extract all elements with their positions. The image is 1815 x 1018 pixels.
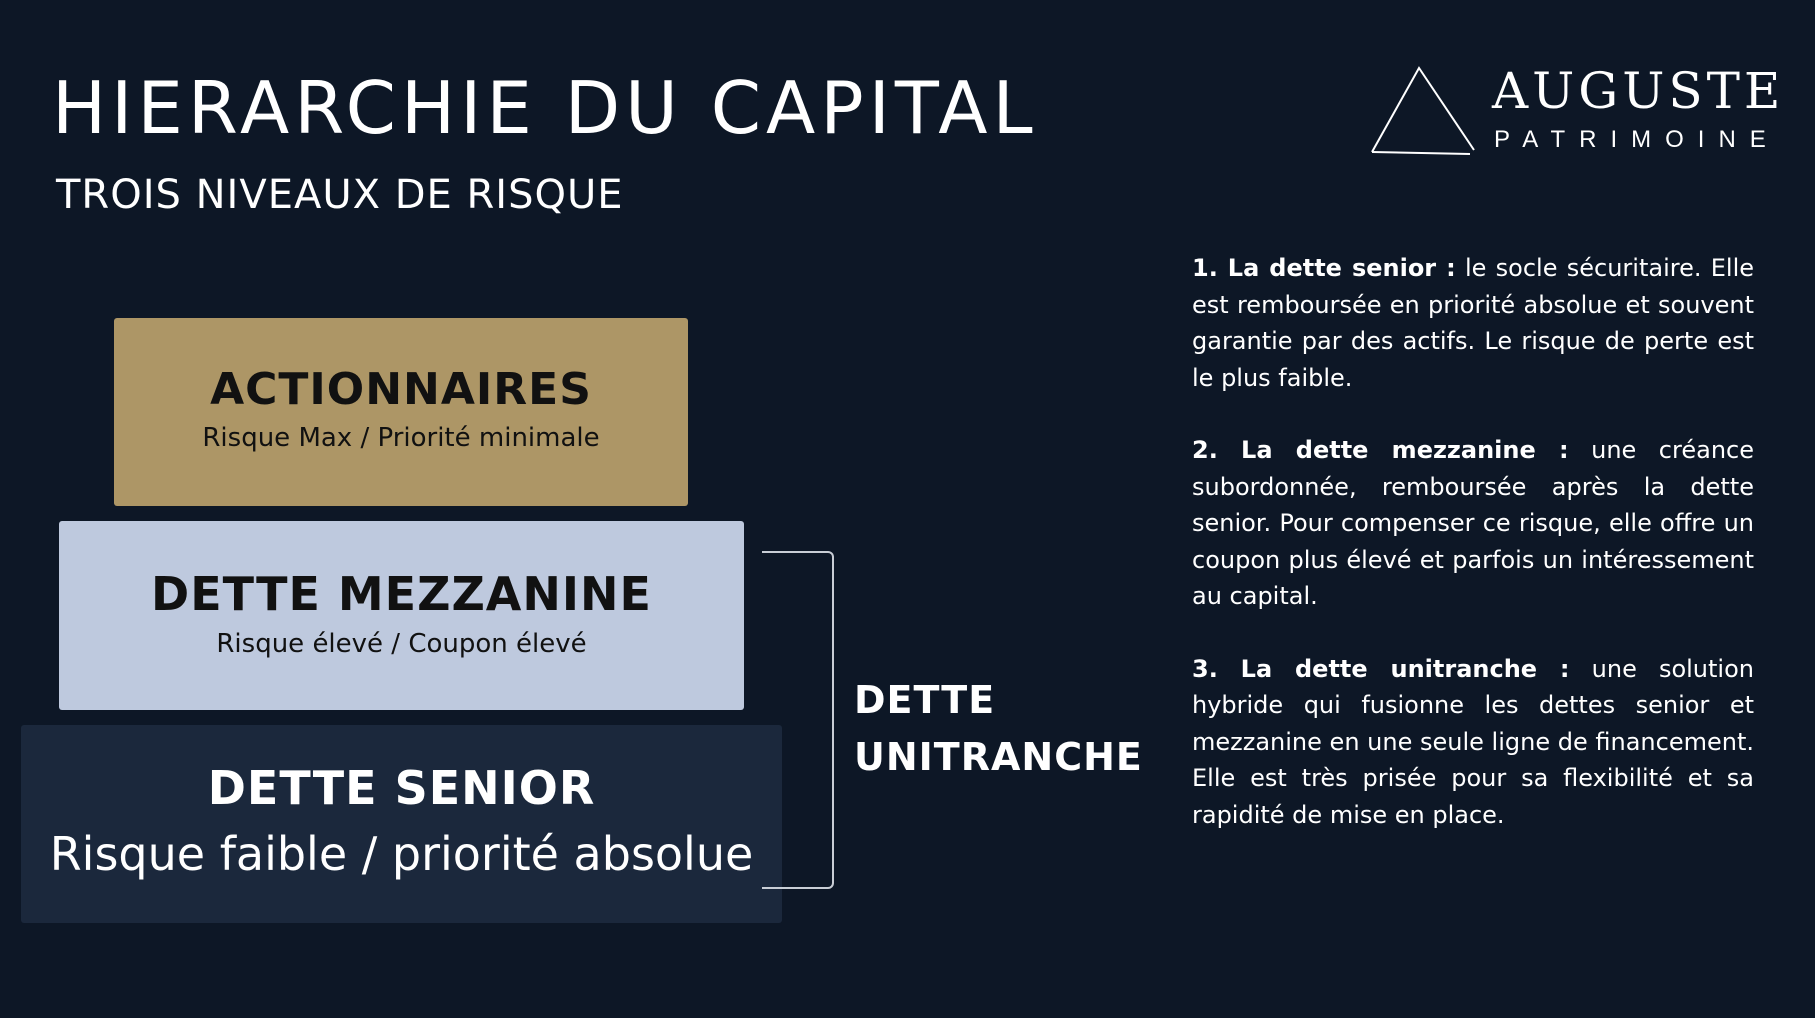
unitranche-bracket: [762, 551, 834, 889]
page-title: HIERARCHIE DU CAPITAL: [52, 66, 1038, 150]
description-label: 1. La dette senior :: [1192, 254, 1456, 282]
tier-title: DETTE MEZZANINE: [151, 567, 652, 621]
description-text: une solution hybride qui fusionne les dettes senior et mezzanine en une seule ligne de financement. Elle est très prisée pour sa flexibilité et sa rapidité de mise en place.: [1192, 654, 1754, 829]
description-unitranche: [1192, 651, 1754, 834]
unitranche-label-line1: DETTE: [854, 678, 996, 722]
description-mezzanine: [1192, 432, 1754, 615]
triangle-logo-icon: [1370, 62, 1480, 158]
description-panel: [1192, 250, 1754, 869]
description-senior: [1192, 250, 1754, 396]
unitranche-label-line2: UNITRANCHE: [854, 735, 1143, 779]
tier-subtitle: Risque Max / Priorité minimale: [202, 423, 600, 453]
page-subtitle: TROIS NIVEAUX DE RISQUE: [56, 172, 624, 218]
tier-dette-senior: [21, 725, 782, 923]
tier-subtitle: Risque élevé / Coupon élevé: [216, 629, 587, 659]
description-label: 2. La dette mezzanine :: [1192, 436, 1569, 464]
tier-subtitle: Risque faible / priorité absolue: [49, 827, 754, 881]
tier-dette-mezzanine: [59, 521, 744, 710]
description-text: une créance subordonnée, remboursée après la dette senior. Pour compenser ce risque, elle offre un coupon plus élevé et parfois un intéressement au capital.: [1192, 436, 1754, 610]
tier-title: DETTE SENIOR: [207, 761, 596, 815]
brand-name: AUGUSTE: [1492, 62, 1785, 120]
brand-logo: [1370, 62, 1785, 162]
brand-subtitle: PATRIMOINE: [1494, 126, 1780, 153]
description-text: le socle sécuritaire. Elle est remboursée en priorité absolue et souvent garantie par des actifs. Le risque de perte est le plus faible.: [1192, 254, 1754, 392]
tier-title: ACTIONNAIRES: [210, 364, 592, 415]
description-label: 3. La dette unitranche :: [1192, 654, 1570, 683]
unitranche-label: [854, 672, 1143, 786]
tier-actionnaires: [114, 318, 688, 506]
